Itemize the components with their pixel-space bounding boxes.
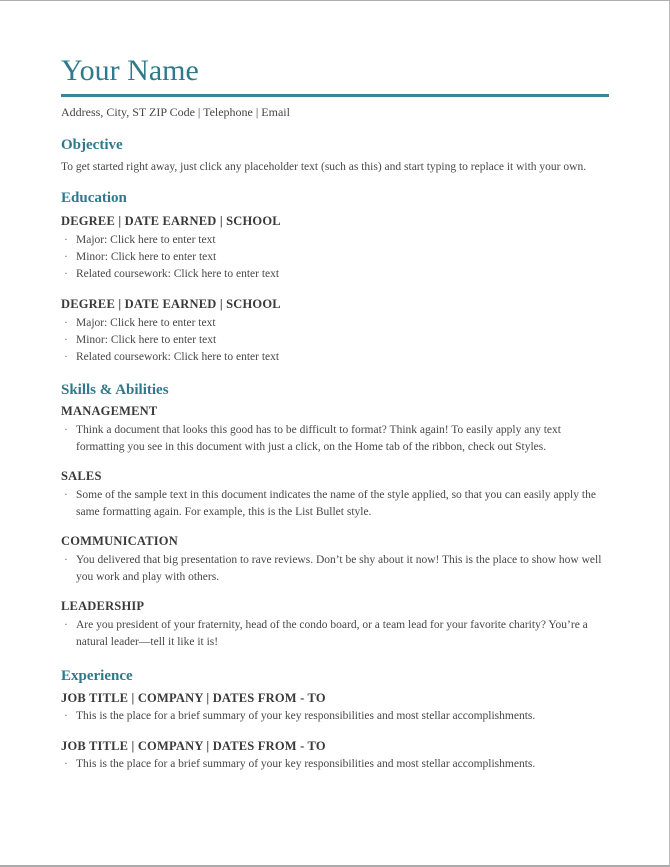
skill-bullet-list [61,487,609,521]
bullet-icon: · [64,424,68,436]
bullet-text: Are you president of your fraternity, head of the condo board, or a team lead for your favorite charity? You’re a natural leader—tell it like it is! [76,619,588,648]
skill-item [61,404,609,456]
bullet-icon: · [64,251,68,263]
section-skills [61,382,609,651]
bullet-icon: · [64,351,68,363]
section-objective [61,137,609,176]
skills-heading: Skills & Abilities [61,382,169,398]
bullet-icon: · [64,489,68,501]
experience-entry [61,691,609,725]
skill-title: COMMUNICATION [61,534,178,548]
skill-bullet-list [61,552,609,586]
bullet-icon: · [64,710,68,722]
education-heading: Education [61,190,127,206]
objective-heading: Objective [61,137,123,153]
bullet-text: Some of the sample text in this document indicates the name of the style applied, so that you can easily apply the same formatting again. For example, this is the List Bullet style. [76,489,596,518]
objective-body: To get started right away, just click any placeholder text (such as this) and start typing to replace it with your own. [61,161,587,173]
degree-header[interactable]: DEGREE | DATE EARNED | SCHOOL [61,297,281,311]
list-item [61,249,609,266]
experience-bullet-list [61,756,609,773]
list-item [61,232,609,249]
skill-title: LEADERSHIP [61,599,145,613]
bullet-text[interactable]: Major: Click here to enter text [76,234,216,246]
skill-title: SALES [61,469,102,483]
bullet-icon: · [64,758,68,770]
skill-bullet-list [61,422,609,456]
bullet-icon: · [64,334,68,346]
bullet-icon: · [64,234,68,246]
list-item [61,422,609,456]
list-item [61,552,609,586]
job-title-header[interactable]: JOB TITLE | COMPANY | DATES FROM - TO [61,739,326,753]
list-item [61,332,609,349]
bullet-text: This is the place for a brief summary of your key responsibilities and most stellar accomplishments. [76,710,536,722]
bullet-text[interactable]: Related coursework: Click here to enter text [76,268,280,280]
skill-bullet-list [61,617,609,651]
contact-line[interactable]: Address, City, ST ZIP Code | Telephone | Email [61,105,290,119]
education-entry [61,297,609,366]
job-title-header[interactable]: JOB TITLE | COMPANY | DATES FROM - TO [61,691,326,705]
skill-item [61,469,609,521]
bullet-icon: · [64,268,68,280]
section-education [61,190,609,366]
bullet-text[interactable]: Major: Click here to enter text [76,317,216,329]
experience-bullet-list [61,708,609,725]
section-experience [61,668,609,773]
bullet-text[interactable]: Minor: Click here to enter text [76,334,217,346]
list-item [61,315,609,332]
list-item [61,266,609,283]
document-content [61,53,609,773]
experience-heading: Experience [61,668,133,684]
list-item [61,617,609,651]
bullet-icon: · [64,619,68,631]
bullet-text[interactable]: Related coursework: Click here to enter text [76,351,280,363]
bullet-text: Think a document that looks this good has to be difficult to format? Think again! To easily apply any text formatting you see in this document with just a click, on the Home tab of the ribbon, check out Styles. [76,424,561,453]
bullet-icon: · [64,317,68,329]
education-bullet-list [61,232,609,283]
skill-item [61,599,609,651]
list-item [61,487,609,521]
skill-title: MANAGEMENT [61,404,158,418]
bullet-text[interactable]: Minor: Click here to enter text [76,251,217,263]
name-title[interactable]: Your Name [61,54,199,87]
list-item [61,756,609,773]
experience-entry [61,739,609,773]
bullet-icon: · [64,554,68,566]
education-entry [61,214,609,283]
skill-item [61,534,609,586]
list-item [61,349,609,366]
list-item [61,708,609,725]
education-bullet-list [61,315,609,366]
degree-header[interactable]: DEGREE | DATE EARNED | SCHOOL [61,214,281,228]
bullet-text: You delivered that big presentation to rave reviews. Don’t be shy about it now! This is the place to show how well you work and play with others. [76,554,602,583]
bullet-text: This is the place for a brief summary of your key responsibilities and most stellar accomplishments. [76,758,536,770]
title-rule [61,94,609,97]
